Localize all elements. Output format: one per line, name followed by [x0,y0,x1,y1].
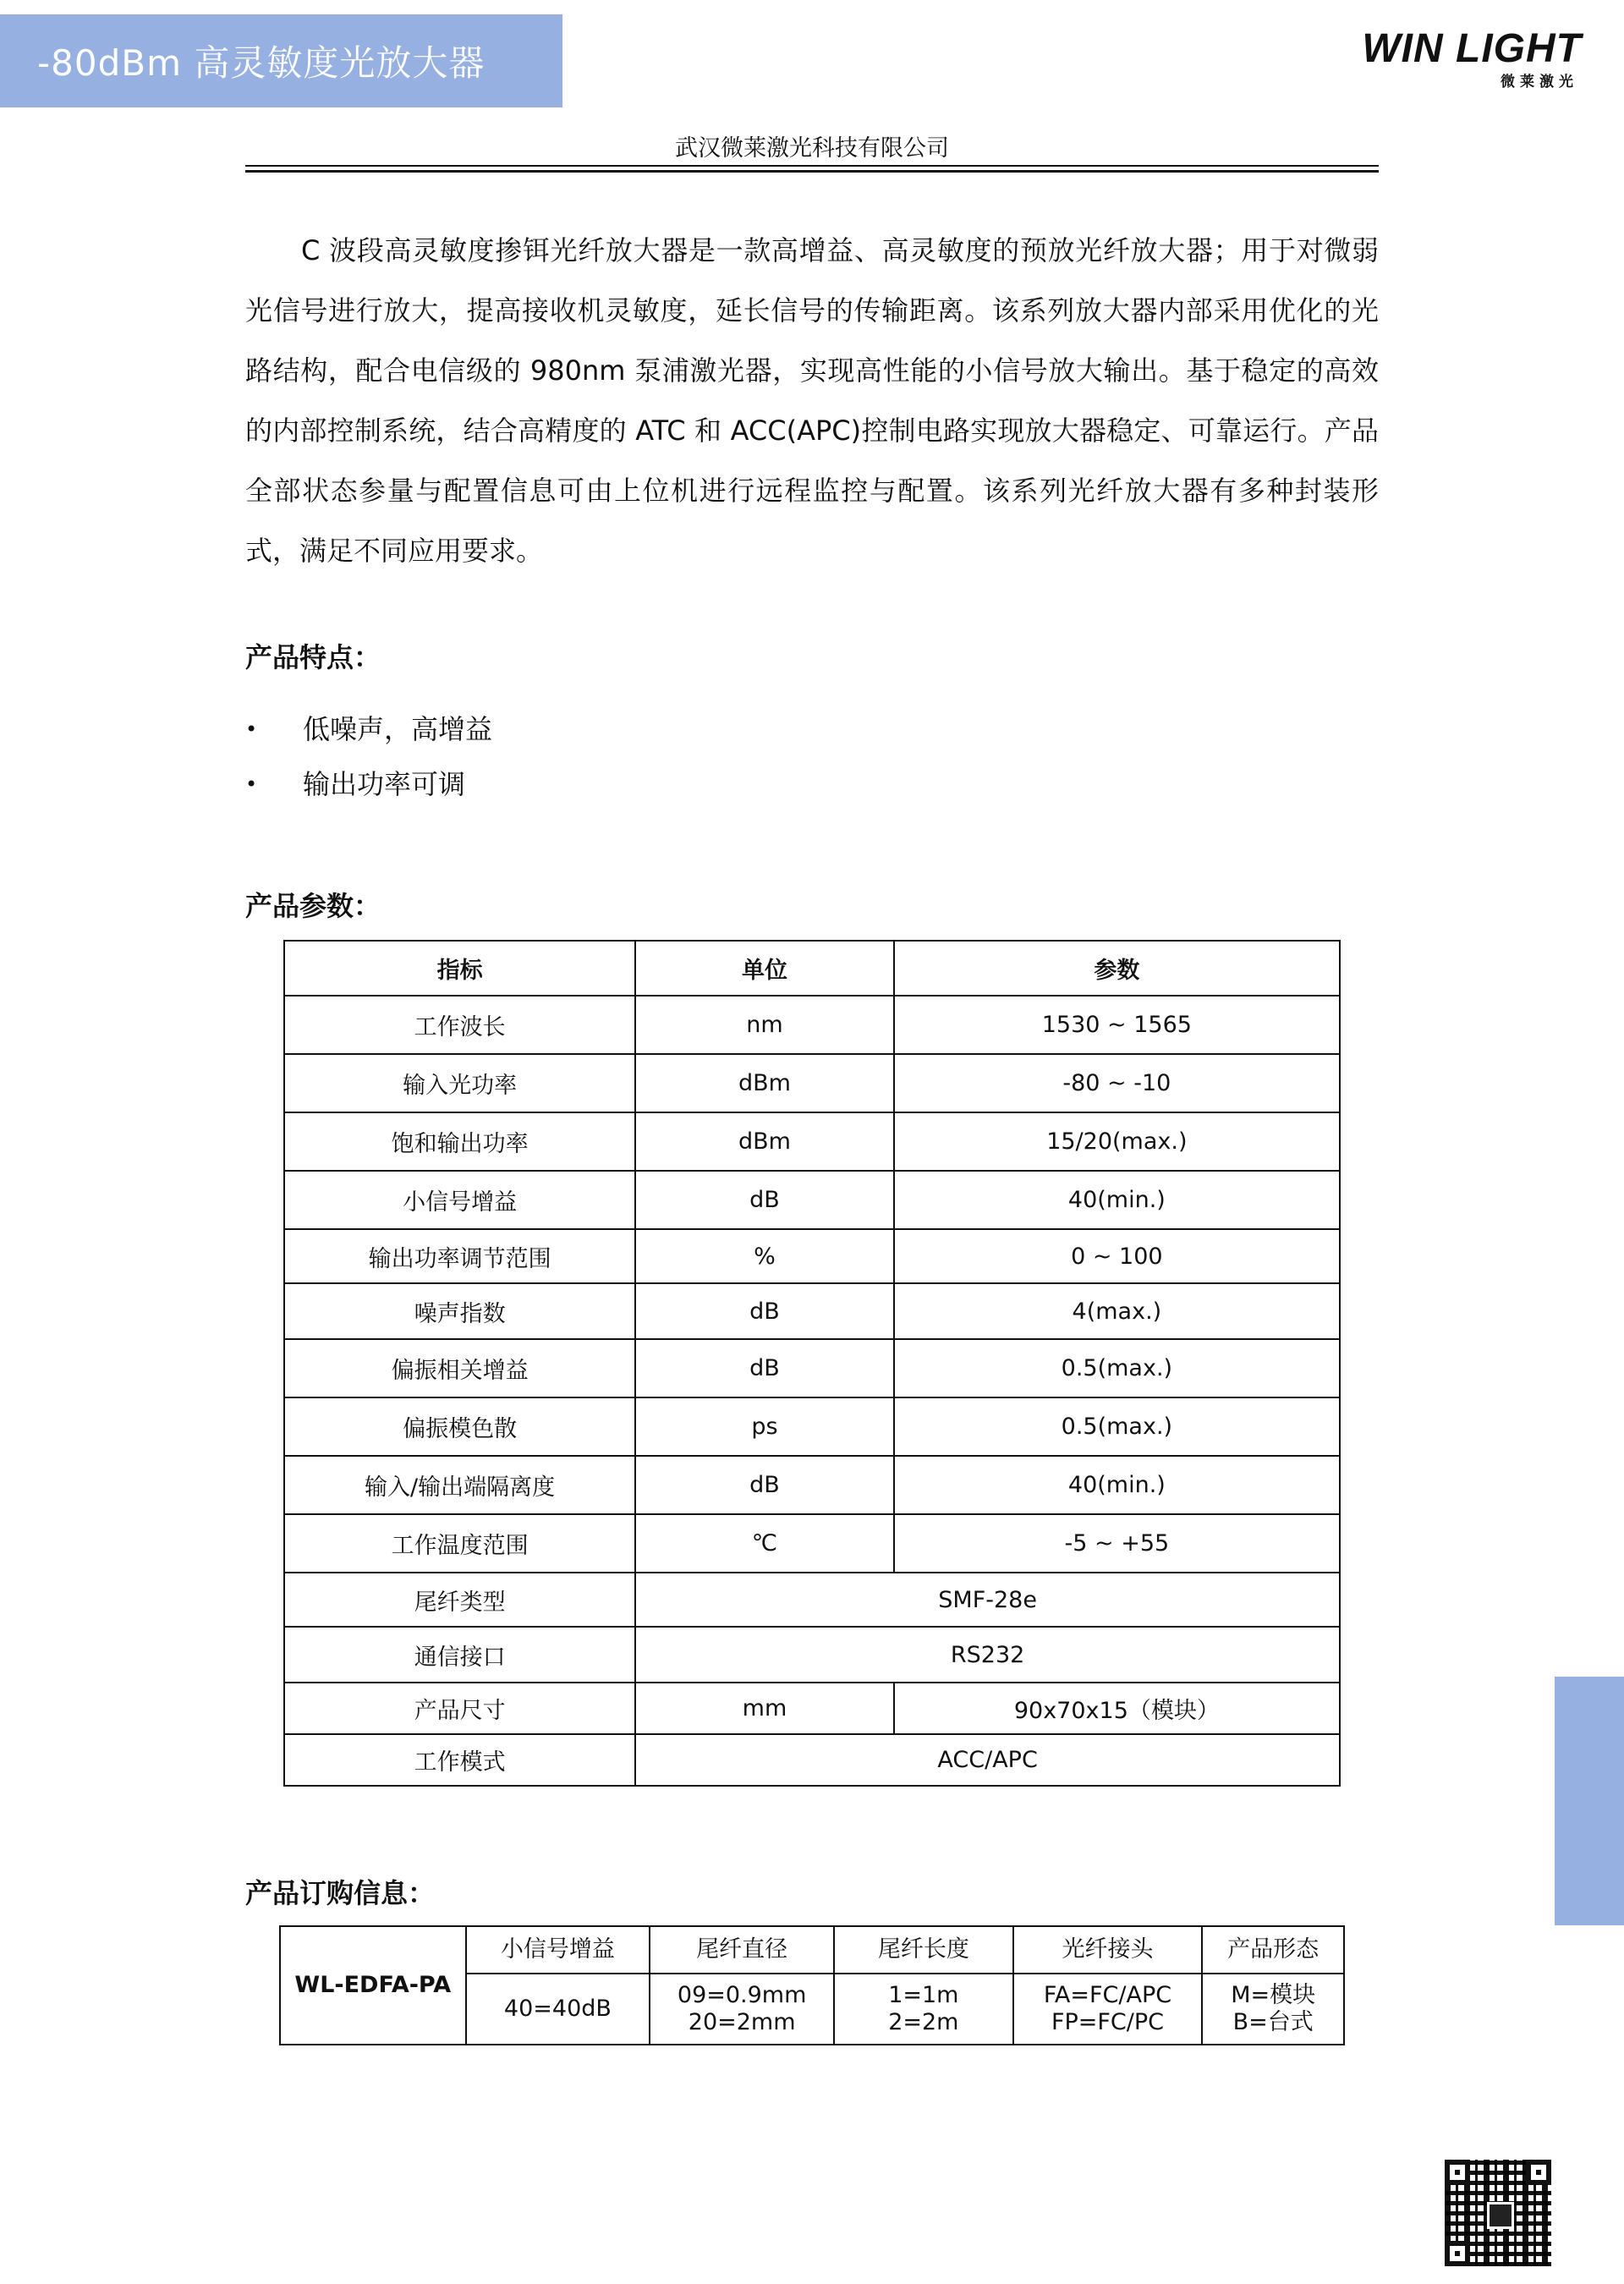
table-row [284,1627,1340,1683]
features-list [245,711,492,821]
param-name: 输入光功率 [284,1054,635,1112]
param-value: RS232 [635,1627,1340,1683]
param-unit: mm [635,1683,894,1734]
side-tab-decoration [1555,1677,1624,1925]
param-name: 输出功率调节范围 [284,1229,635,1283]
param-value: 90x70x15（模块） [894,1683,1340,1734]
table-row [284,1054,1340,1112]
order-heading: 产品订购信息： [245,1877,436,1909]
table-row [284,1514,1340,1573]
param-unit: ps [635,1397,894,1456]
param-value: -5 ~ +55 [894,1514,1340,1573]
order-option: 09=0.9mm [677,1982,807,2008]
order-option: 40=40dB [503,1996,612,2022]
params-table [283,940,1341,1787]
param-name: 通信接口 [284,1627,635,1683]
param-name: 偏振相关增益 [284,1339,635,1397]
order-header-cell: 尾纤直径 [650,1926,834,1974]
param-value: 0 ~ 100 [894,1229,1340,1283]
param-name: 工作温度范围 [284,1514,635,1573]
header-cell: 指标 [284,941,635,996]
order-option-cell [650,1974,834,2045]
param-value: -80 ~ -10 [894,1054,1340,1112]
qr-finder [1445,2241,1470,2266]
order-header-cell: 产品形态 [1202,1926,1344,1974]
order-option-cell [1013,1974,1203,2045]
param-unit: nm [635,996,894,1054]
order-option-cell [466,1974,650,2045]
page-title: -80dBm 高灵敏度光放大器 [37,42,486,84]
header-rule-thick [245,170,1379,173]
param-name: 小信号增益 [284,1171,635,1229]
table-row [284,996,1340,1054]
param-value: 15/20(max.) [894,1112,1340,1171]
page-title-banner [0,14,562,107]
qr-code-icon [1445,2160,1551,2266]
features-heading: 产品特点： [245,641,381,673]
param-name: 工作波长 [284,996,635,1054]
order-header-cell: 小信号增益 [466,1926,650,1974]
table-header-row [284,941,1340,996]
qr-center-logo [1487,2202,1514,2229]
param-unit: % [635,1229,894,1283]
header-cell: 参数 [894,941,1340,996]
qr-finder [1445,2160,1470,2185]
table-row [284,1734,1340,1786]
param-unit: dBm [635,1054,894,1112]
order-option: 2=2m [888,2009,959,2035]
param-unit: dB [635,1456,894,1514]
param-name: 输入/输出端隔离度 [284,1456,635,1514]
param-name: 噪声指数 [284,1283,635,1339]
feature-text: 低噪声，高增益 [303,713,493,745]
param-unit: dB [635,1283,894,1339]
order-option: 1=1m [888,1982,959,2008]
logo-subtext: 微莱激光 [1501,74,1578,91]
table-row [284,1229,1340,1283]
order-header-cell: 尾纤长度 [834,1926,1013,1974]
order-header-cell: 光纤接头 [1013,1926,1203,1974]
param-name: 饱和输出功率 [284,1112,635,1171]
param-value: 40(min.) [894,1456,1340,1514]
order-table [279,1925,1345,2045]
table-row [284,1683,1340,1734]
param-value: 4(max.) [894,1283,1340,1339]
table-row [284,1112,1340,1171]
param-value: 0.5(max.) [894,1339,1340,1397]
param-name: 工作模式 [284,1734,635,1786]
order-option-cell [834,1974,1013,2045]
table-row [284,1283,1340,1339]
bullet-icon: • [245,717,258,741]
order-option: M=模块 [1231,1982,1316,2008]
feature-item [245,711,492,766]
order-option: FA=FC/APC [1043,1982,1172,2008]
param-name: 产品尺寸 [284,1683,635,1734]
table-row [284,1171,1340,1229]
param-value: 1530 ~ 1565 [894,996,1340,1054]
params-heading: 产品参数： [245,890,381,922]
param-unit: ℃ [635,1514,894,1573]
header-cell: 单位 [635,941,894,996]
order-option: FP=FC/PC [1051,2009,1165,2035]
order-option: B=台式 [1232,2009,1314,2035]
param-value: ACC/APC [635,1734,1340,1786]
order-header-row [280,1926,1344,1974]
bullet-icon: • [245,772,258,796]
intro-paragraph: C 波段高灵敏度掺铒光纤放大器是一款高增益、高灵敏度的预放光纤放大器；用于对微弱光信号进行放大，提高接收机灵敏度，延长信号的传输距离。该系列放大器内部采用优化的光路结构，配合电信级的 980nm 泵浦激光器，实现高性能的小信号放大输出。基于稳定的高效的内部控制系统，结合高精度的 ATC 和 ACC(APC)控制电路实现放大器稳定、可靠运行。产品全部状态参量与配置信息可由上位机进行远程监控与配置。该系列光纤放大器有多种封装形式，满足不同应用要求。 [245,234,1379,567]
param-value: 0.5(max.) [894,1397,1340,1456]
model-code: WL-EDFA-PA [280,1926,466,2045]
company-name: 武汉微莱激光科技有限公司 [675,135,949,162]
param-unit: dBm [635,1112,894,1171]
param-name: 偏振模色散 [284,1397,635,1456]
feature-item [245,766,492,821]
order-option: 20=2mm [688,2009,796,2035]
table-row [284,1456,1340,1514]
header-rule-thin [245,165,1379,167]
logo-wordmark: WIN LIGHT [1362,26,1582,71]
table-row [284,1573,1340,1627]
param-name: 尾纤类型 [284,1573,635,1627]
order-option-cell [1202,1974,1344,2045]
qr-finder [1526,2160,1551,2185]
table-row [284,1339,1340,1397]
param-value: 40(min.) [894,1171,1340,1229]
param-unit: dB [635,1171,894,1229]
feature-text: 输出功率可调 [303,768,466,800]
param-value: SMF-28e [635,1573,1340,1627]
table-row [284,1397,1340,1456]
company-logo [1341,25,1582,91]
param-unit: dB [635,1339,894,1397]
